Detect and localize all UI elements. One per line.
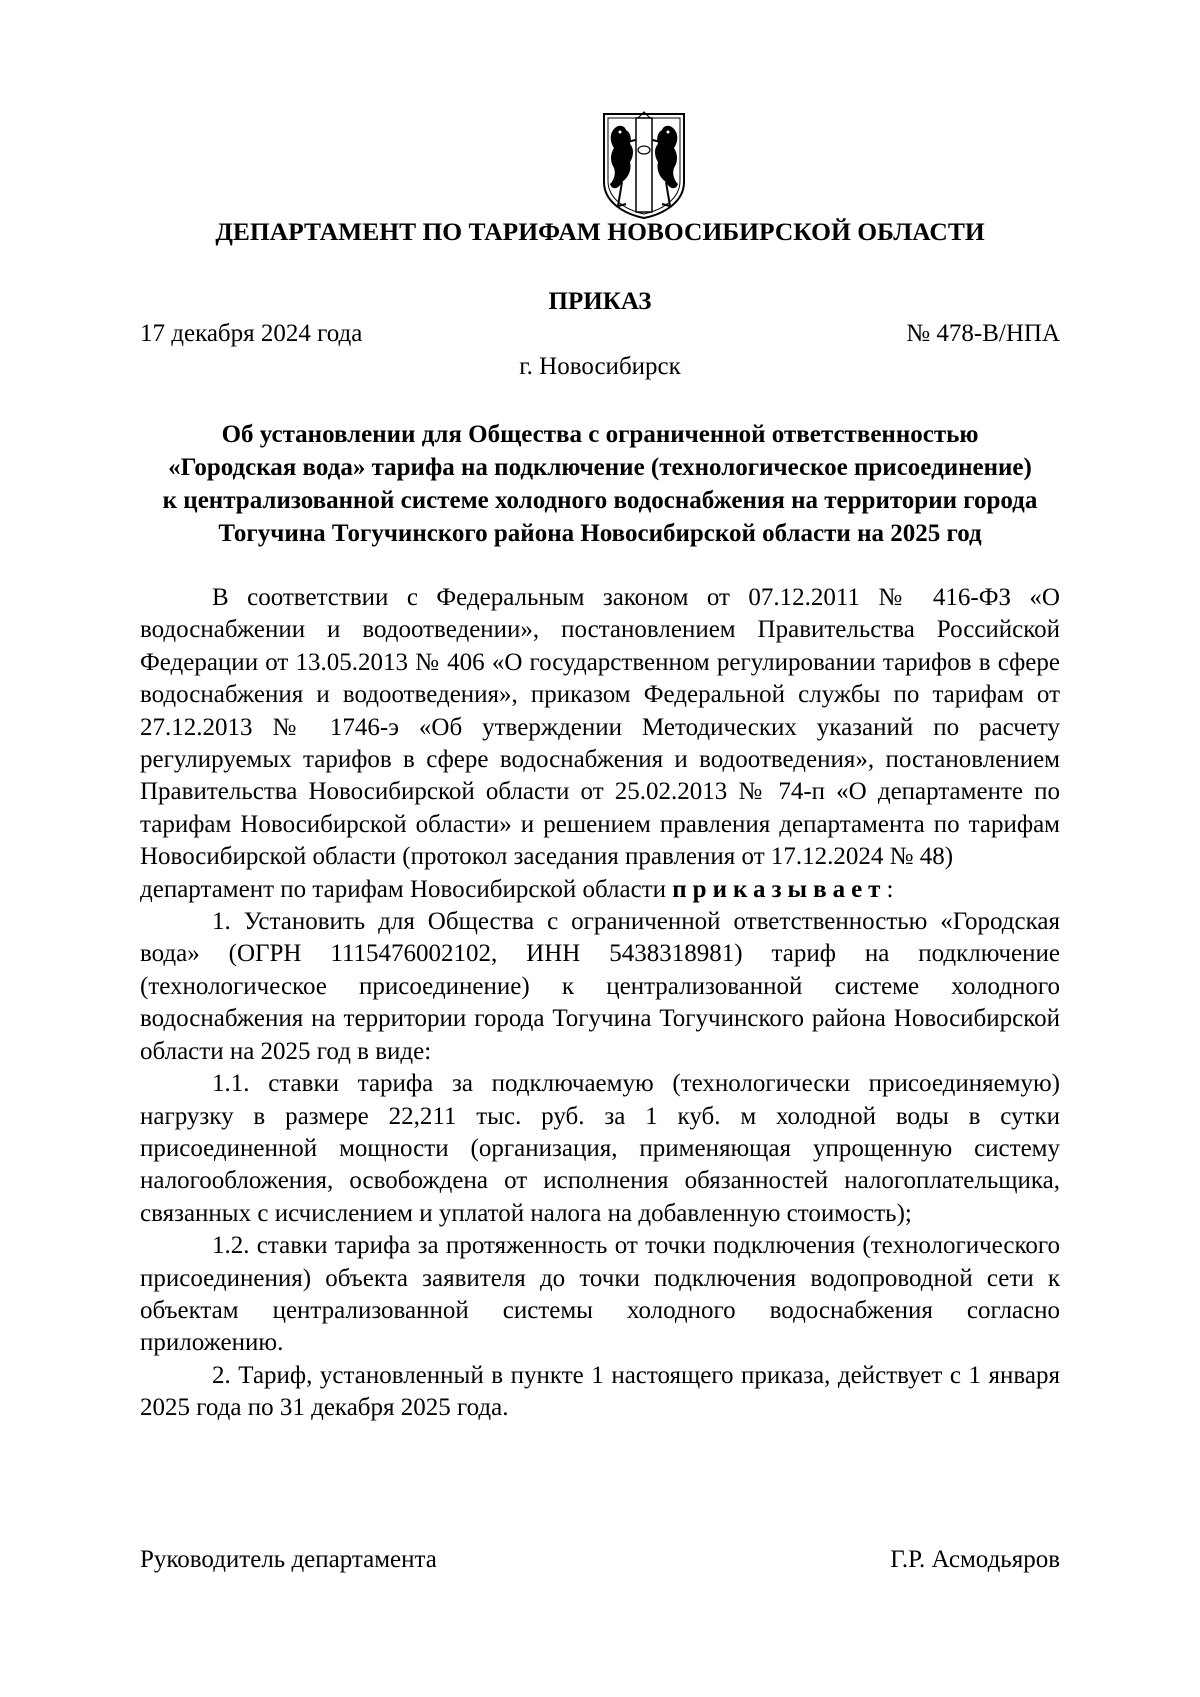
order-number: № 478-В/НПА	[906, 320, 1060, 347]
order-date: 17 декабря 2024 года	[140, 320, 363, 347]
item-1-paragraph: 1. Установить для Общества с ограниченной ответственностью «Городская вода» (ОГРН 1115476002102, ИНН 5438318981) тариф на подключение (технологическое присоединение) к централизованной системе холодного водоснабжения на территории города Тогучина Тогучинского района Новосибирской области на 2025 год в виде:	[140, 908, 1060, 1065]
orders-prefix: департамент по тарифам Новосибирской области	[140, 875, 667, 903]
subject-line: к централизованной системе холодного водоснабжения на территории города	[162, 487, 1038, 514]
preamble-paragraph: В соответствии с Федеральным законом от 07.12.2011 № 416-ФЗ «О водоснабжении и водоотведении», постановлением Правительства Российской Федерации от 13.05.2013 № 406 «О государственном регулировании тарифов в сфере водоснабжения и водоотведения», приказом Федеральной службы по тарифам от 27.12.2013 № 1746-э «Об утверждении Методических указаний по расчету регулируемых тарифов в сфере водоснабжения и водоотведения», постановлением Правительства Новосибирской области от 25.02.2013 № 74-п «О департаменте по тарифам Новосибирской области» и решением правления департамента по тарифам Новосибирской области (протокол заседания правления от 17.12.2024 № 48)	[140, 584, 1060, 871]
department-title: ДЕПАРТАМЕНТ ПО ТАРИФАМ НОВОСИБИРСКОЙ ОБЛАСТИ	[215, 217, 985, 246]
item-1-2-paragraph: 1.2. ставки тарифа за протяженность от точки подключения (технологического присоединения) объекта заявителя до точки подключения водопроводной сети к объектам централизованной системы холодного водоснабжения согласно приложению.	[140, 1232, 1060, 1357]
item-1-1-paragraph: 1.1. ставки тарифа за подключаемую (технологически присоединяемую) нагрузку в размере 22,211 тыс. руб. за 1 куб. м холодной воды в сутки присоединенной мощности (организация, применяющая упрощенную систему налогообложения, освобождена от исполнения обязанностей налогоплательщика, связанных с исчислением и уплатой налога на добавленную стоимость);	[140, 1070, 1060, 1227]
subject-line: «Городская вода» тарифа на подключение (технологическое присоединение)	[168, 454, 1032, 481]
orders-paragraph	[140, 874, 1060, 906]
coat-of-arms-emblem	[598, 110, 690, 220]
order-city: г. Новосибирск	[519, 353, 681, 380]
item-2-paragraph: 2. Тариф, установленный в пункте 1 настоящего приказа, действует с 1 января 2025 года по 31 декабря 2025 года.	[140, 1361, 1060, 1422]
document-type: ПРИКАЗ	[548, 288, 652, 315]
signatory-name: Г.Р. Асмодьяров	[890, 1546, 1060, 1573]
subject-line: Тогучина Тогучинского района Новосибирской области на 2025 год	[218, 520, 982, 547]
signatory-position: Руководитель департамента	[140, 1546, 437, 1573]
orders-word: приказывает	[672, 875, 887, 903]
order-subject	[140, 418, 1060, 550]
orders-suffix: :	[886, 875, 894, 903]
subject-line: Об установлении для Общества с ограниченной ответственностью	[221, 421, 979, 448]
order-body	[140, 582, 1060, 1425]
